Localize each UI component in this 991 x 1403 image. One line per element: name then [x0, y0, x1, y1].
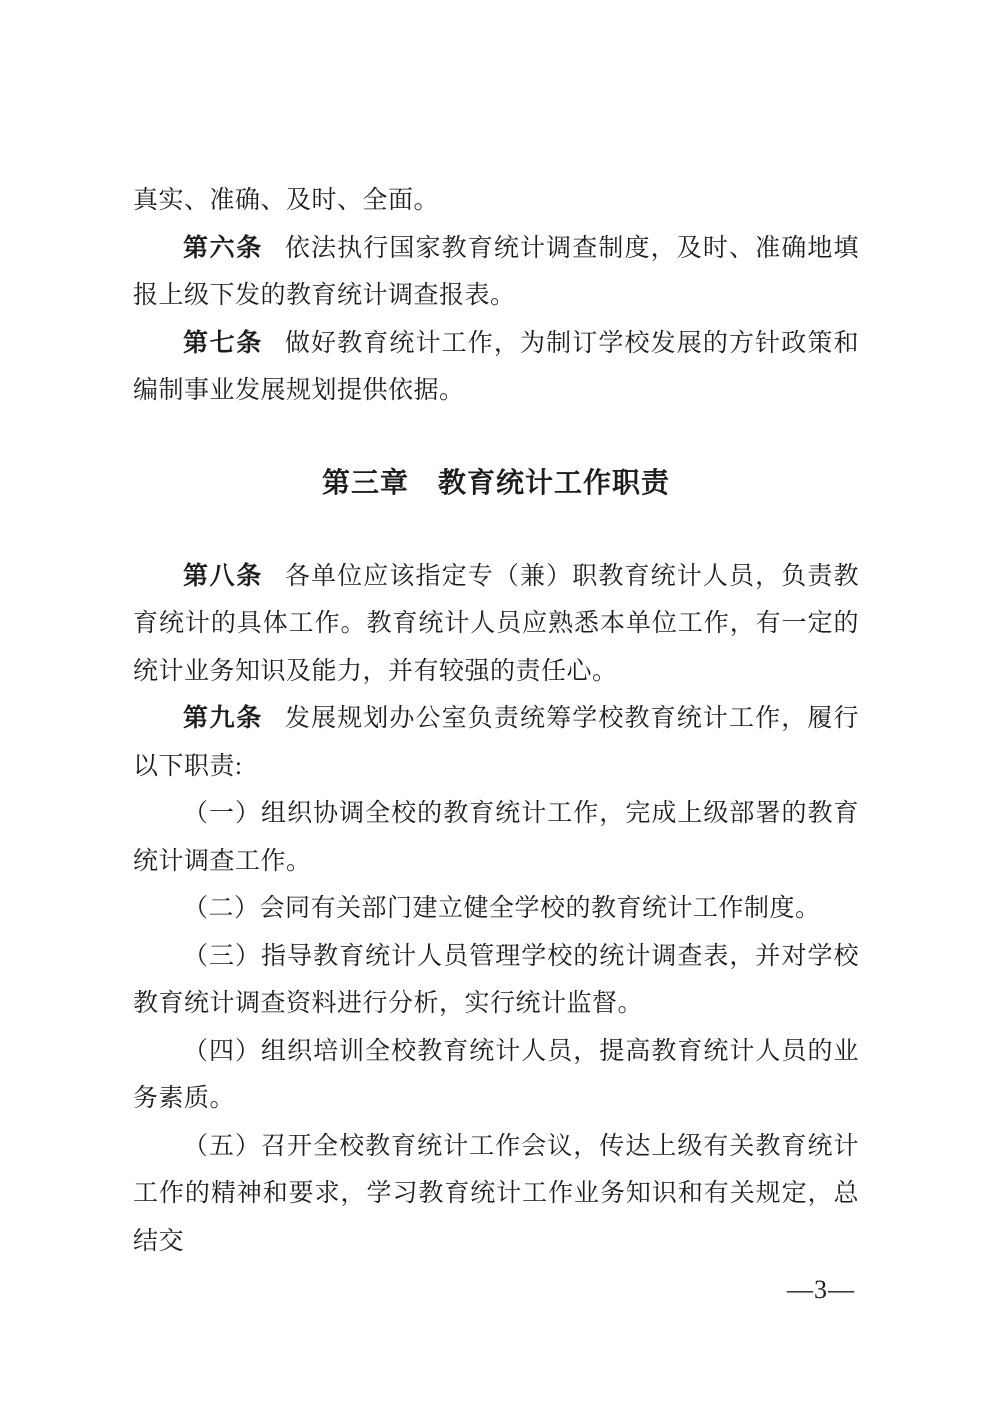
article-9 — [133, 695, 859, 790]
continuation-text: 真实、准确、及时、全面。 — [133, 187, 440, 214]
duty-item-4: （四）组织培训全校教育统计人员，提高教育统计人员的业务素质。 — [133, 1037, 859, 1112]
article-7-text: 做好教育统计工作，为制订学校发展的方针政策和编制事业发展规划提供依据。 — [133, 329, 859, 404]
article-6-text: 依法执行国家教育统计调查制度，及时、准确地填报上级下发的教育统计调查报表。 — [133, 234, 859, 309]
continuation-paragraph — [133, 177, 859, 225]
page-number: —3— — [787, 1275, 855, 1304]
article-7-term: 第七条 — [183, 328, 263, 357]
article-8 — [133, 553, 859, 696]
duty-item-3: （三）指导教育统计人员管理学校的统计调查表，并对学校教育统计调查资料进行分析，实行统计监督。 — [133, 942, 859, 1017]
chapter-heading: 第三章 教育统计工作职责 — [321, 466, 670, 498]
article-9-text: 发展规划办公室负责统筹学校教育统计工作，履行以下职责: — [133, 705, 859, 780]
article-8-text: 各单位应该指定专（兼）职教育统计人员，负责教育统计的具体工作。教育统计人员应熟悉本单位工作，有一定的统计业务知识及能力，并有较强的责任心。 — [133, 562, 859, 685]
duty-item-2: （二）会同有关部门建立健全学校的教育统计工作制度。 — [183, 895, 821, 922]
article-6 — [133, 225, 859, 320]
duty-item-1: （一）组织协调全校的教育统计工作，完成上级部署的教育统计调查工作。 — [133, 800, 859, 875]
article-6-term: 第六条 — [183, 233, 263, 262]
article-8-term: 第八条 — [183, 561, 263, 590]
article-9-term: 第九条 — [183, 704, 263, 732]
duty-item-5: （五）召开全校教育统计工作会议，传达上级有关教育统计工作的精神和要求，学习教育统计工作业务知识和有关规定，总结交 — [133, 1132, 859, 1255]
article-7 — [133, 320, 859, 415]
document-body — [133, 177, 859, 1265]
